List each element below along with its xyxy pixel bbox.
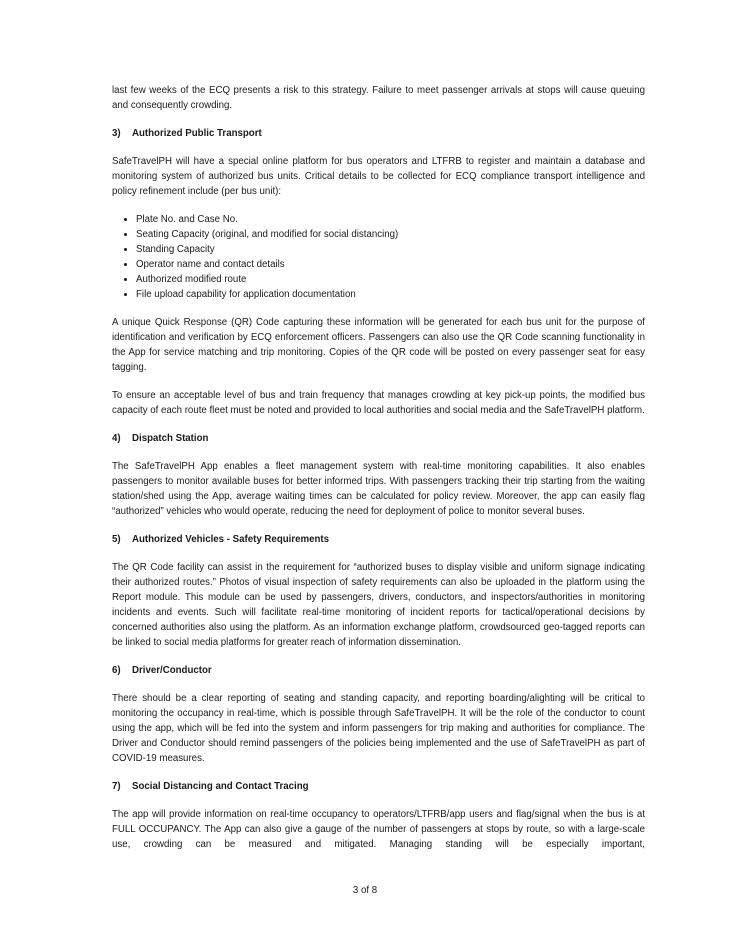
section-number: 7) (112, 781, 121, 792)
section-heading-5 (112, 532, 645, 547)
section-number: 4) (112, 433, 121, 444)
section-title: Dispatch Station (132, 433, 209, 444)
section-title: Authorized Public Transport (132, 128, 262, 139)
section-title: Driver/Conductor (132, 665, 212, 676)
body-text (112, 83, 645, 865)
section-heading-7 (112, 779, 645, 794)
page-number-footer: 3 of 8 (352, 885, 378, 896)
section-number: 3) (112, 128, 121, 139)
bullet-item: • Authorized modified route (136, 272, 645, 287)
section-heading-6 (112, 663, 645, 678)
bullet-list (112, 212, 645, 302)
bullet-item: • File upload capability for application documentation (136, 287, 645, 302)
paragraph: The app will provide information on real-time occupancy to operators/LTFRB/app users and flag/signal when the bus is at FULL OCCUPANCY. The App can also give a gauge of the number of passengers at stops by route, so with a large-scale use, crowding can be measured and mitigated. Managing standing will be especially important, (112, 809, 645, 850)
paragraph: There should be a clear reporting of seating and standing capacity, and reporting boarding/alighting will be critical to monitoring the occupancy in real-time, which is possible through SafeTravelPH. It will be the role of the conductor to count using the app, which will be fed into the system and inform passengers for trip making and authorities for compliance. The Driver and Conductor should remind passengers of the policies being implemented and the use of SafeTravelPH as part of COVID-19 measures. (112, 693, 645, 764)
bullet-item: • Standing Capacity (136, 242, 645, 257)
section-title: Authorized Vehicles - Safety Requirements (132, 534, 330, 545)
bullet-item: • Plate No. and Case No. (136, 212, 645, 227)
bullet-item: • Seating Capacity (original, and modified for social distancing) (136, 227, 645, 242)
paragraph: SafeTravelPH will have a special online platform for bus operators and LTFRB to register and maintain a database and monitoring system of authorized bus units. Critical details to be collected for ECQ compliance transport intelligence and policy refinement include (per bus unit): (112, 156, 645, 197)
section-number: 6) (112, 665, 121, 676)
bullet-item: • Operator name and contact details (136, 257, 645, 272)
section-title: Social Distancing and Contact Tracing (132, 781, 309, 792)
intro-paragraph: last few weeks of the ECQ presents a risk to this strategy. Failure to meet passenger arrivals at stops will cause queuing and consequently crowding. (112, 85, 645, 111)
paragraph: The QR Code facility can assist in the requirement for “authorized buses to display visible and uniform signage indicating their authorized routes.” Photos of visual inspection of safety requirements can also be uploaded in the platform using the Report module. This module can be used by passengers, drivers, conductors, and inspectors/authorities in monitoring incidents and events. Such will facilitate real-time monitoring of incident reports for tactical/operational decisions by concerned authorities also using the platform. As an information exchange platform, crowdsourced geo-tagged reports can be linked to social media platforms for greater reach of information dissemination. (112, 562, 645, 648)
paragraph: A unique Quick Response (QR) Code capturing these information will be generated for each bus unit for the purpose of identification and verification by ECQ enforcement officers. Passengers can also use the QR Code scanning functionality in the App for service matching and trip monitoring. Copies of the QR code will be posted on every passenger seat for easy tagging. (112, 317, 645, 373)
section-heading-3 (112, 126, 645, 141)
paragraph: To ensure an acceptable level of bus and train frequency that manages crowding at key pick-up points, the modified bus capacity of each route fleet must be noted and provided to local authorities and social media and the SafeTravelPH platform. (112, 390, 645, 416)
section-heading-4 (112, 431, 645, 446)
paragraph: The SafeTravelPH App enables a fleet management system with real-time monitoring capabilities. It also enables passengers to monitor available buses for better informed trips. With passengers tracking their trip starting from the waiting station/shed using the App, average waiting times can be calculated for policy review. Moreover, the app can easily flag “authorized” vehicles who would operate, reducing the need for deployment of police to monitor several buses. (112, 461, 645, 517)
section-number: 5) (112, 534, 121, 545)
